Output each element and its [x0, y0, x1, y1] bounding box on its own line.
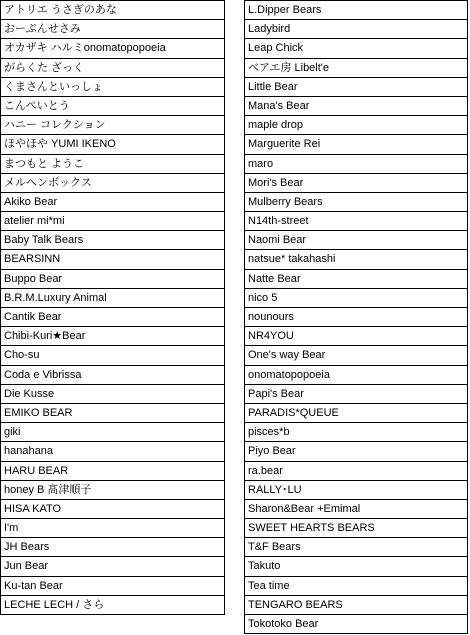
table-row: Natte Bear — [245, 270, 467, 289]
table-row: onomatopopoeia — [245, 366, 467, 385]
table-row: Tea time — [245, 577, 467, 596]
table-row: がらくた ざっく — [1, 59, 224, 78]
table-row: Papi's Bear — [245, 385, 467, 404]
table-row: LECHE LECH / さら — [1, 596, 224, 615]
table-row: natsue* takahashi — [245, 250, 467, 269]
table-row: Leap Chick — [245, 39, 467, 58]
table-row: オカザキ ハルミonomatopopoeia — [1, 39, 224, 58]
table-row: HARU BEAR — [1, 462, 224, 481]
table-row: RALLY･LU — [245, 481, 467, 500]
table-row: ほやほや YUMI IKENO — [1, 135, 224, 154]
table-row: Piyo Bear — [245, 442, 467, 461]
table-row: T&F Bears — [245, 538, 467, 557]
table-row: Jun Bear — [1, 557, 224, 576]
table-row: Cantik Bear — [1, 308, 224, 327]
table-row: ベアエ房 Libelt'e — [245, 59, 467, 78]
table-row: まつもと ようこ — [1, 155, 224, 174]
table-row: EMIKO BEAR — [1, 404, 224, 423]
table-row: giki — [1, 423, 224, 442]
table-row: ra.bear — [245, 462, 467, 481]
table-row: pisces*b — [245, 423, 467, 442]
table-row: Coda e Vibrissa — [1, 366, 224, 385]
table-row: NR4YOU — [245, 327, 467, 346]
table-row: Takuto — [245, 557, 467, 576]
table-row: One's way Bear — [245, 346, 467, 365]
table-row: B.R.M.Luxury Animal — [1, 289, 224, 308]
table-row: maple drop — [245, 116, 467, 135]
table-row: I'm — [1, 519, 224, 538]
table-row: JH Bears — [1, 538, 224, 557]
table-row: メルヘンボックス — [1, 174, 224, 193]
left-name-column — [0, 0, 225, 615]
table-row: TENGARO BEARS — [245, 596, 467, 615]
table-row: Marguerite Rei — [245, 135, 467, 154]
table-row: Akiko Bear — [1, 193, 224, 212]
table-row: Cho-su — [1, 346, 224, 365]
table-row: こんぺいとう — [1, 97, 224, 116]
table-row: Baby Talk Bears — [1, 231, 224, 250]
table-row: Mana's Bear — [245, 97, 467, 116]
table-row: ハニー コレクション — [1, 116, 224, 135]
table-row: PARADIS*QUEUE — [245, 404, 467, 423]
table-row: honey B 髙津順子 — [1, 481, 224, 500]
table-row: Buppo Bear — [1, 270, 224, 289]
table-row: atelier mi*mi — [1, 212, 224, 231]
table-row: Chibi-Kuri★Bear — [1, 327, 224, 346]
table-row: Naomi Bear — [245, 231, 467, 250]
table-row: nico 5 — [245, 289, 467, 308]
table-row: HISA KATO — [1, 500, 224, 519]
table-row: Ladybird — [245, 20, 467, 39]
table-row: Ku-tan Bear — [1, 577, 224, 596]
table-row: Mulberry Bears — [245, 193, 467, 212]
table-row: L.Dipper Bears — [245, 1, 467, 20]
table-row: Mori's Bear — [245, 174, 467, 193]
table-row: hanahana — [1, 442, 224, 461]
right-name-column — [244, 0, 468, 634]
table-row: Die Kusse — [1, 385, 224, 404]
table-row: Sharon&Bear +Emimal — [245, 500, 467, 519]
table-row: くまさんといっしょ — [1, 78, 224, 97]
table-row: SWEET HEARTS BEARS — [245, 519, 467, 538]
table-row: N14th-street — [245, 212, 467, 231]
table-row: アトリエ うさぎのあな — [1, 1, 224, 20]
table-row: Tokotoko Bear — [245, 615, 467, 634]
table-row: nounours — [245, 308, 467, 327]
table-row: おーぷんせさみ — [1, 20, 224, 39]
table-row: BEARSINN — [1, 250, 224, 269]
table-row: Little Bear — [245, 78, 467, 97]
table-row: maro — [245, 155, 467, 174]
